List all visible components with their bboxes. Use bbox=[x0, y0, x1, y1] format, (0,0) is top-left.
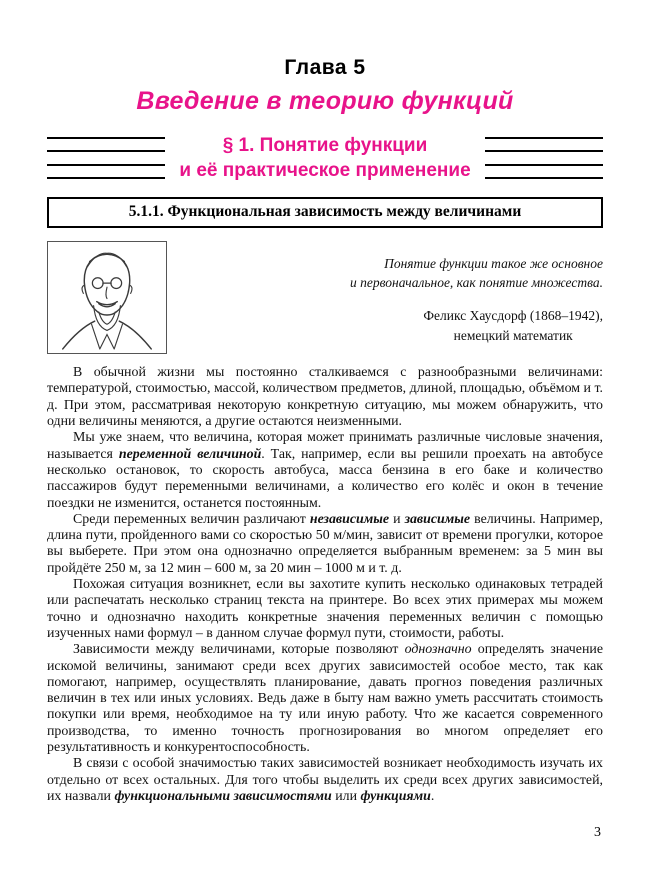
portrait-sketch-icon bbox=[50, 244, 164, 351]
paragraph bbox=[47, 756, 603, 805]
text-segment: . bbox=[430, 788, 435, 804]
section-heading-row bbox=[47, 133, 603, 183]
emphasis-segment: зависимые bbox=[404, 511, 471, 527]
emphasis-segment: независимые bbox=[309, 511, 390, 527]
text-segment: определять значение искомой величины, занимают среди всех других зависимостей особое место, так как помогают, например, осуществлять планирование, давать прогноз поведения различных величин в тех или иных условиях. Ведь даже в быту нам важно уметь рассчитать стоимость покупки или время, необходимое на ту или иную работу. Что же касается современного производства, то именно точность прогнозирования во многом определяет его результативность и конкурентоспособность. bbox=[47, 642, 603, 755]
epigraph-line2: и первоначальное, как понятие множества. bbox=[349, 275, 603, 291]
section-heading-line2: и её практическое применение bbox=[179, 160, 471, 182]
epigraph-text bbox=[191, 255, 603, 293]
staff-lines-left bbox=[47, 137, 165, 179]
text-segment: Мы уже знаем, что величина, которая может принимать различные числовые значения, называется bbox=[47, 430, 603, 462]
emphasis-segment: однозначно bbox=[404, 642, 472, 658]
paragraph bbox=[47, 642, 603, 756]
text-segment: В обычной жизни мы постоянно сталкиваемся с разнообразными величинами: температурой, стоимостью, массой, количеством предметов, длиной, площадью, объёмом и т. д. При этом, рассматривая некоторую конкретную ситуацию, мы можем обнаружить, что одни величины меняются, а другие остаются неизменными. bbox=[47, 365, 603, 430]
text-segment: Похожая ситуация возникнет, если вы захотите купить несколько одинаковых тетрадей или распечатать несколько страниц текста на принтере. Во всех этих примерах мы можем точно и однозначно находить конкретные значения переменных величин с помощью изученных нами формул – в данном случае формул пути, стоимости, работы. bbox=[47, 577, 603, 641]
page-number: 3 bbox=[594, 825, 601, 840]
paragraph bbox=[47, 512, 603, 577]
epigraph-line1: Понятие функции такое же основное bbox=[384, 256, 603, 272]
text-segment: и bbox=[389, 511, 405, 527]
subsection-title: 5.1.1. Функциональная зависимость между величинами bbox=[47, 197, 603, 228]
text-segment: . Так, например, если вы решили проехать на автобусе несколько остановок, то скорость автобуса, масса бензина в его баке и количество пассажиров будут переменными величинами, а количество его колёс и окон в течение поездки не изменится, останется постоянным. bbox=[47, 446, 603, 511]
emphasis-segment: функциональными зависимостями bbox=[114, 788, 332, 804]
text-segment: В связи с особой значимостью таких зависимостей возникает необходимость изучать их отдельно от всех остальных. Для того чтобы выделить их среди всех других зависимостей, их назвали bbox=[47, 756, 603, 804]
emphasis-segment: переменной величиной bbox=[118, 446, 262, 462]
paragraph bbox=[47, 365, 603, 430]
text-segment: Зависимости между величинами, которые позволяют bbox=[73, 642, 405, 658]
staff-lines-right bbox=[485, 137, 603, 179]
text-segment: или bbox=[331, 788, 361, 804]
attribution-name: Феликс Хаусдорф (1868–1942), bbox=[423, 307, 603, 323]
section-heading bbox=[165, 133, 484, 183]
text-segment: Среди переменных величин различают bbox=[73, 511, 310, 527]
attribution-role: немецкий математик bbox=[453, 327, 573, 343]
paragraph bbox=[47, 430, 603, 511]
epigraph-attribution bbox=[191, 306, 603, 345]
section-heading-line1: § 1. Понятие функции bbox=[222, 135, 428, 156]
body-text bbox=[47, 365, 603, 805]
portrait-illustration bbox=[47, 241, 167, 354]
paragraph bbox=[47, 577, 603, 642]
intro-row bbox=[47, 241, 603, 354]
chapter-label: Глава 5 bbox=[284, 56, 366, 79]
epigraph-block bbox=[167, 241, 603, 354]
chapter-title: Введение в теорию функций bbox=[136, 87, 514, 115]
text-segment: величины. Например, длина пути, пройденного вами со скоростью 50 м/мин, зависит от времени прогулки, которое вы выберете. При этом она однозначно определяется выбранным временем: за 5 мин вы пройдёте 250 м, за 12 мин – 600 м, за 20 мин – 1000 м и т. д. bbox=[47, 511, 603, 576]
emphasis-segment: функциями bbox=[360, 788, 431, 804]
